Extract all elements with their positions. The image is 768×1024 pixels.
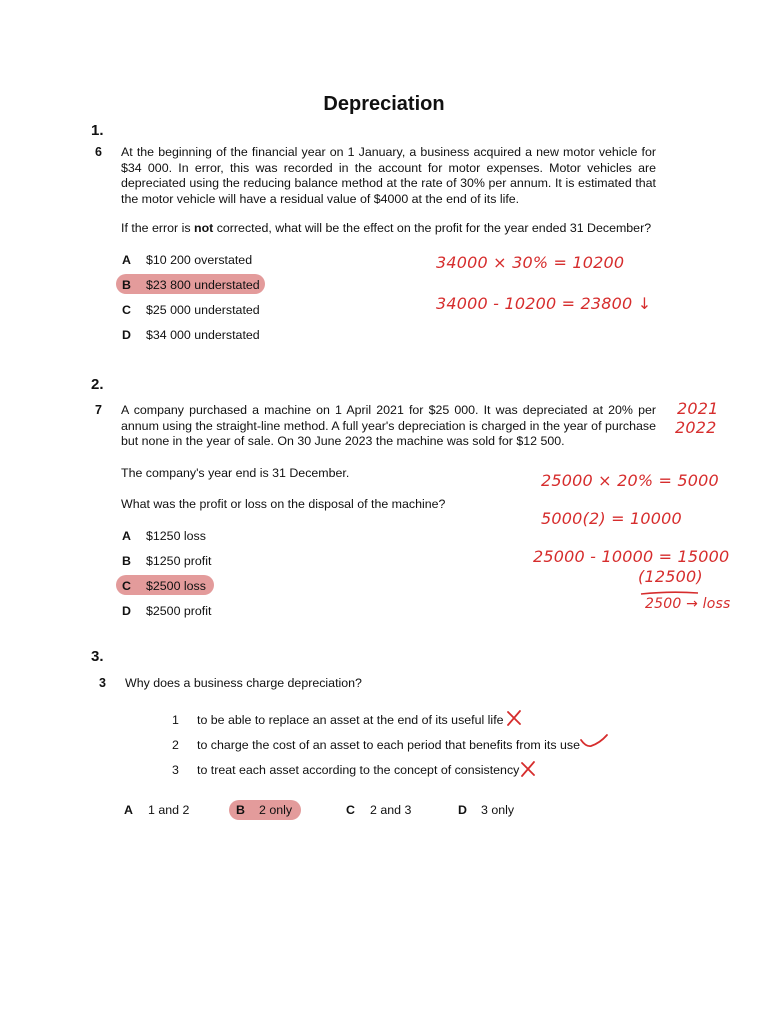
handwritten-calculation: 25000 - 10000 = 15000 (533, 547, 730, 566)
statement-text: to be able to replace an asset at the end of its useful life (197, 713, 504, 727)
question-number-3: 3 (99, 676, 106, 690)
handwritten-calculation: 34000 - 10200 = 23800 ↓ (436, 294, 652, 313)
question-number-7: 7 (95, 403, 102, 417)
option-text-a: $1250 loss (146, 529, 206, 543)
question-prompt-2: What was the profit or loss on the disposal of the machine? (121, 497, 446, 511)
option-letter-b: B (236, 803, 245, 817)
statement-text: to treat each asset according to the concept of consistency (197, 763, 520, 777)
option-letter-d: D (122, 328, 131, 342)
option-text-b: $23 800 understated (146, 278, 260, 292)
option-text-b: $1250 profit (146, 554, 212, 568)
option-letter-d: D (122, 604, 131, 618)
handwritten-calculation: 34000 × 30% = 10200 (436, 253, 625, 272)
option-text-a: 1 and 2 (148, 803, 190, 817)
question-prompt-1: If the error is not corrected, what will be the effect on the profit for the year ended 31 December? (121, 221, 652, 235)
handwritten-year: 2022 (675, 418, 717, 437)
option-letter-c: C (346, 803, 355, 817)
question-number-6: 6 (95, 145, 102, 159)
option-text-c: $2500 loss (146, 579, 206, 593)
question-stem-1: At the beginning of the financial year on 1 January, a business acquired a new motor vehicle for $34 000. In error, this was recorded in the account for motor expenses. Motor vehicles are depreciated using the reducing balance method at the rate of 30% per annum. It is estimated that the motor vehicle will have a residual value of $4000 at the end of its life. (121, 145, 656, 206)
handwritten-result: 2500 → loss (645, 596, 731, 612)
option-text-d: 3 only (481, 803, 515, 817)
option-letter-c: C (122, 303, 131, 317)
statement-text: to charge the cost of an asset to each period that benefits from its use (197, 738, 580, 752)
question-heading-2: 2. (91, 376, 104, 393)
statement-number: 1 (172, 713, 179, 727)
option-letter-a: A (124, 803, 133, 817)
question-prompt-3: Why does a business charge depreciation? (125, 676, 362, 690)
option-letter-b: B (122, 278, 131, 292)
option-text-a: $10 200 overstated (146, 253, 253, 267)
cross-mark-icon (506, 710, 522, 726)
option-letter-c: C (122, 579, 131, 593)
handwritten-year: 2021 (677, 399, 719, 418)
option-text-d: $2500 profit (146, 604, 212, 618)
statement-number: 2 (172, 738, 179, 752)
option-text-b: 2 only (259, 803, 293, 817)
question-heading-3: 3. (91, 648, 104, 665)
option-text-c: $25 000 understated (146, 303, 260, 317)
question-heading-1: 1. (91, 122, 104, 139)
page-title: Depreciation (323, 93, 445, 115)
year-end-note: The company's year end is 31 December. (121, 466, 350, 480)
handwritten-calculation: 25000 × 20% = 5000 (541, 471, 719, 490)
handwritten-calculation: (12500) (638, 567, 703, 586)
handwritten-calculation: 5000(2) = 10000 (541, 509, 682, 528)
option-letter-a: A (122, 529, 131, 543)
question-stem-2: A company purchased a machine on 1 April 2021 for $25 000. It was depreciated at 20% per annum using the straight-line method. A full year's depreciation is charged in the year of purchase but none in the year of sale. On 30 June 2023 the machine was sold for $12 500. (121, 403, 656, 449)
cross-mark-icon (520, 761, 536, 777)
statement-number: 3 (172, 763, 179, 777)
tick-mark-icon (580, 734, 608, 750)
option-letter-a: A (122, 253, 131, 267)
option-text-d: $34 000 understated (146, 328, 260, 342)
option-text-c: 2 and 3 (370, 803, 412, 817)
option-letter-b: B (122, 554, 131, 568)
option-letter-d: D (458, 803, 467, 817)
